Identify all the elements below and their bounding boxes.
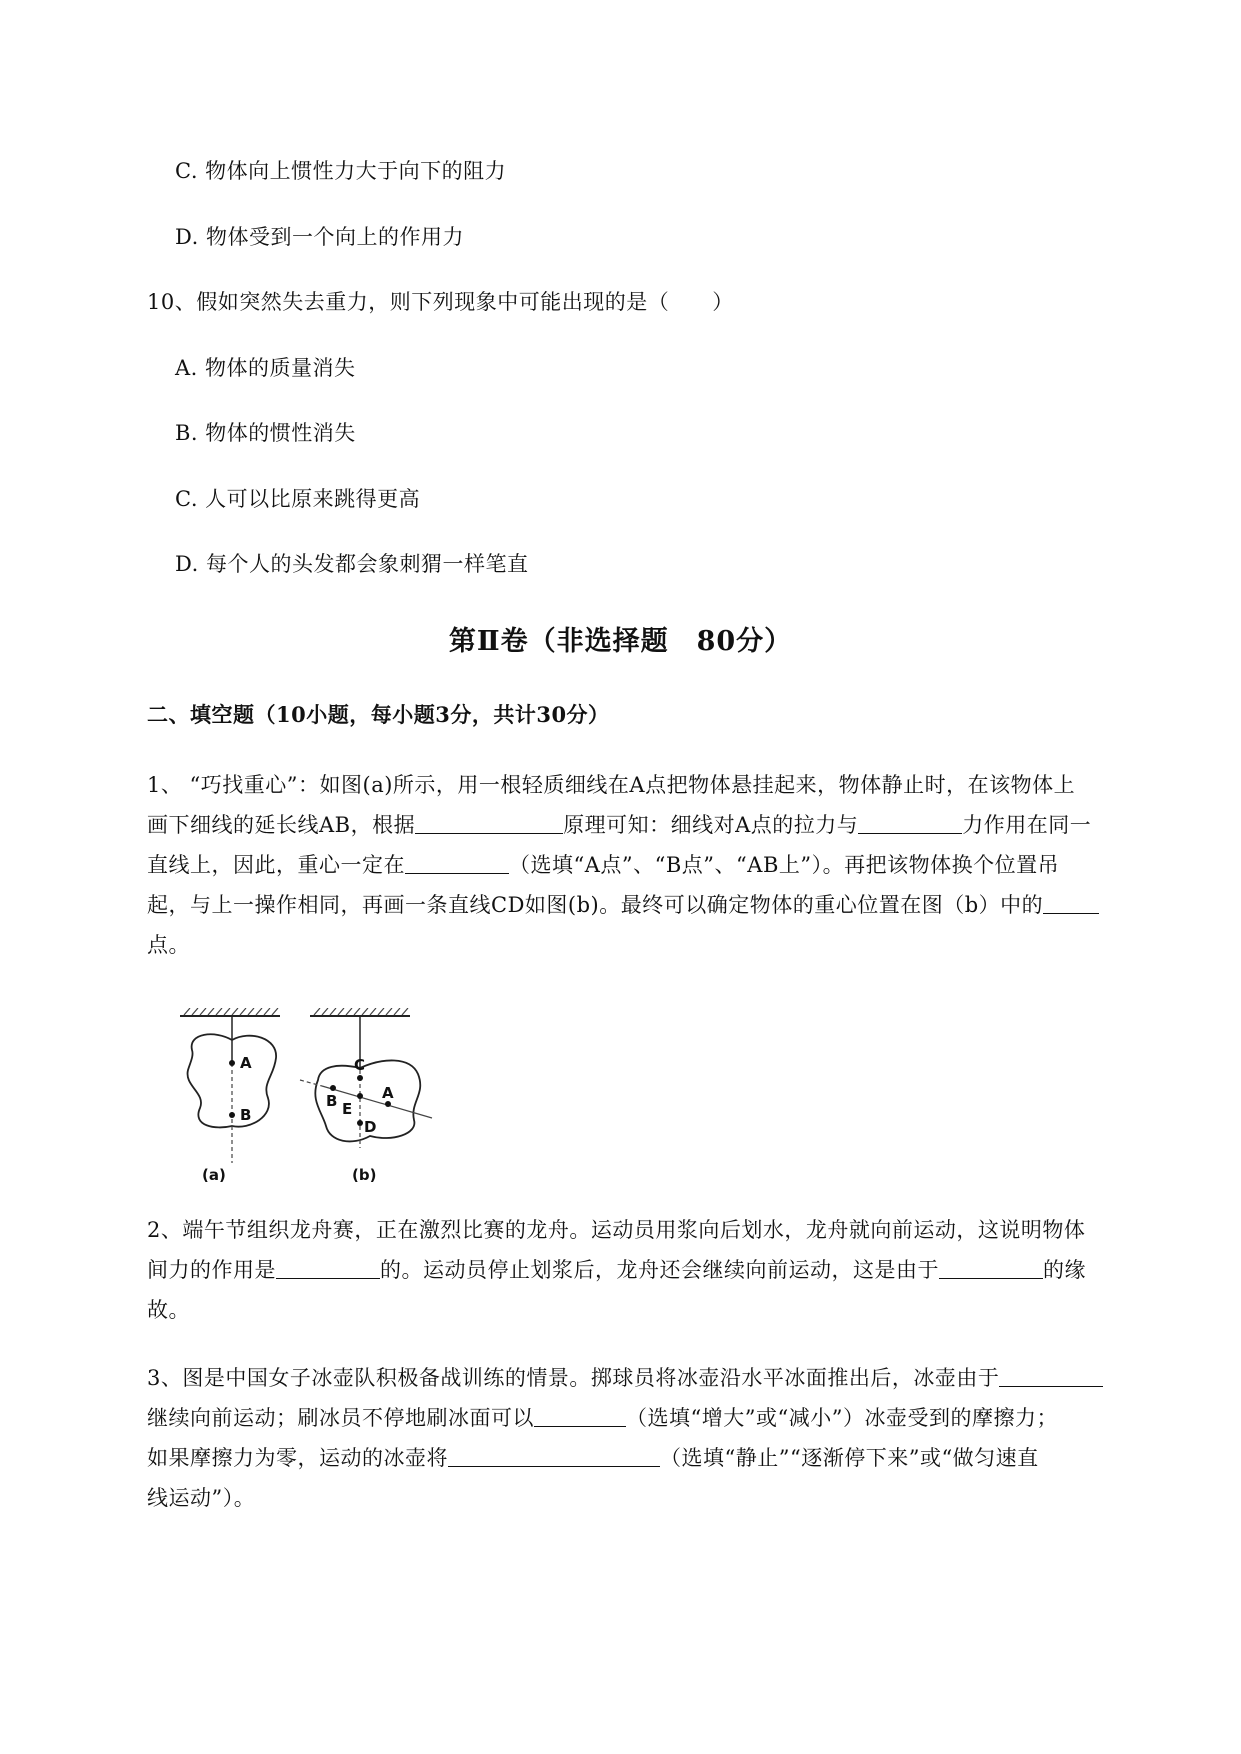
fill3-text: 如果摩擦力为零，运动的冰壶将 — [147, 1446, 448, 1470]
fill1-text: 起，与上一操作相同，再画一条直线CD如图(b)。最终可以确定物体的重心位置在图（b）中的 — [147, 893, 1044, 917]
fill1-text: 原理可知：细线对A点的拉力与 — [563, 813, 859, 837]
fill1-text: （选填“A点”、“B点”、“AB上”）。再把该物体换个位置吊 — [509, 853, 1060, 877]
fill1-text: 力作用在同一 — [962, 813, 1092, 837]
q9-option-c: C. 物体向上惯性力大于向下的阻力 — [175, 159, 507, 183]
fill2-blank-1[interactable] — [276, 1256, 380, 1279]
fill2-text: 间力的作用是 — [147, 1258, 276, 1282]
fill1-blank-3[interactable] — [405, 851, 509, 874]
fill2-text: 的。运动员停止划浆后，龙舟还会继续向前运动，这是由于 — [380, 1258, 939, 1282]
q10-stem: 10、假如突然失去重力，则下列现象中可能出现的是（ ） — [147, 290, 734, 314]
section-title: 二、填空题（10小题，每小题3分，共计30分） — [147, 702, 610, 727]
fill1-line1: 1、 “巧找重心”：如图(a)所示，用一根轻质细线在A点把物体悬挂起来，物体静止时，在该物体上 — [147, 773, 1076, 797]
fill3-text: 继续向前运动；刷冰员不停地刷冰面可以 — [147, 1406, 534, 1430]
fig-b-label-e: E — [342, 1100, 353, 1118]
fig-b-label-c: C — [354, 1056, 366, 1074]
fill2-line1: 2、端午节组织龙舟赛，正在激烈比赛的龙舟。运动员用浆向后划水，龙舟就向前运动，这说明物体 — [147, 1218, 1086, 1242]
q10-option-d: D. 每个人的头发都会象刺猬一样笔直 — [175, 552, 529, 576]
fill3-line2 — [147, 1403, 1058, 1433]
fill3-blank-3[interactable] — [448, 1444, 660, 1467]
fig-b-label-a: A — [382, 1084, 394, 1102]
fill3-text: （选填“静止”“逐渐停下来”或“做匀速直 — [660, 1446, 1039, 1470]
fig-a-label-b: B — [240, 1106, 252, 1124]
gravity-center-figure — [170, 1008, 500, 1188]
fill3-blank-1[interactable] — [999, 1364, 1103, 1387]
fill1-line3 — [147, 850, 1059, 880]
fill2-line3: 故。 — [147, 1298, 190, 1322]
q10-option-c: C. 人可以比原来跳得更高 — [175, 487, 421, 511]
fill3-blank-2[interactable] — [534, 1404, 626, 1427]
fill3-text: （选填“增大”或“减小”）冰壶受到的摩擦力； — [626, 1406, 1058, 1430]
fill1-line5: 点。 — [147, 933, 190, 957]
fill2-line2 — [147, 1255, 1086, 1285]
fill1-line2 — [147, 810, 1091, 840]
fig-b-label-d: D — [364, 1118, 377, 1136]
fig-a-caption: (a) — [202, 1166, 226, 1184]
fill1-blank-4[interactable] — [1043, 891, 1099, 914]
fill3-text: 3、图是中国女子冰壶队积极备战训练的情景。掷球员将冰壶沿水平冰面推出后，冰壶由于 — [147, 1366, 1000, 1390]
fill3-line3 — [147, 1443, 1039, 1473]
fig-b-caption: (b) — [352, 1166, 377, 1184]
part2-heading: 第Ⅱ卷（非选择题 80分） — [448, 626, 793, 657]
fill1-blank-1[interactable] — [415, 811, 563, 834]
fill1-text: 画下细线的延长线AB，根据 — [147, 813, 416, 837]
fig-a-label-a: A — [240, 1054, 252, 1072]
fill1-line4 — [147, 890, 1099, 920]
fig-b-label-b: B — [326, 1092, 338, 1110]
fill3-line4: 线运动”）。 — [147, 1486, 256, 1510]
q10-option-b: B. 物体的惯性消失 — [175, 421, 356, 445]
fill2-blank-2[interactable] — [939, 1256, 1043, 1279]
q9-option-d: D. 物体受到一个向上的作用力 — [175, 225, 464, 249]
fill3-line1 — [147, 1363, 1103, 1393]
fill2-text: 的缘 — [1043, 1258, 1086, 1282]
fill1-text: 直线上，因此，重心一定在 — [147, 853, 405, 877]
q10-option-a: A. 物体的质量消失 — [175, 356, 356, 380]
fill1-blank-2[interactable] — [858, 811, 962, 834]
